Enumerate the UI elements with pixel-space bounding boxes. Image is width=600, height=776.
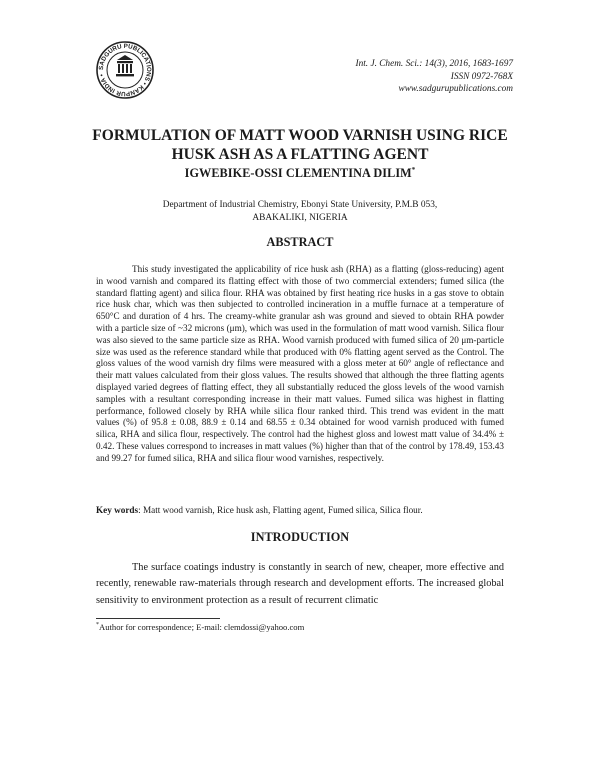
paper-title [60, 126, 540, 164]
affiliation-line-1: Department of Industrial Chemistry, Ebonyi State University, P.M.B 053, [162, 200, 438, 210]
journal-issn: ISSN 0972-768X [450, 71, 513, 82]
svg-text:SADGURU PUBLICATIONS • KANPUR [98, 43, 152, 97]
title-line-2: HUSK ASH AS A FLATTING AGENT [171, 146, 429, 163]
journal-website[interactable]: www.sadgurupublications.com [398, 84, 513, 94]
keywords [96, 505, 504, 517]
publisher-logo [95, 40, 155, 100]
publisher-seal-icon [95, 40, 155, 100]
footnote-mark: * [96, 622, 99, 629]
author-line [0, 166, 600, 181]
author-name: IGWEBIKE-OSSI CLEMENTINA DILIM [184, 166, 412, 181]
introduction-text: The surface coatings industry is constantly in search of new, cheaper, more effective and recently, renewable raw-materials through research and development efforts. The increased global sensitivity to environment protection as a result of recurrent climatic [96, 562, 504, 606]
journal-info [355, 58, 513, 96]
footnote-text: Author for correspondence; E-mail: clemdossi@yahoo.com [99, 622, 305, 632]
abstract-text: This study investigated the applicability of rice husk ash (RHA) as a flatting (gloss-reducing) agent in wood varnish and compared its flatting effect with those of two commercial extenders; fumed silica (the standard flatting agent) and silica flour. RHA was obtained by first heating rice husks in a gas stove to obtain rice husk char, which was then subjected to controlled incineration in a muffle furnace at a temperature of 650°C and duration of 4 hrs. The creamy-white granular ash was ground and sieved to obtain RHA powder with a particle size of ~32 microns (μm), which was used in the formulation of matt wood varnish. Silica flour was also sieved to the same particle size as RHA. Wood varnish produced with fumed silica of 20 μm-particle size was used as the reference standard while that produced with 0% flatting agent served as the Control. The gloss values of the wood varnish dry films were measured with a gloss meter at 60° angle of reflectance and their matt values calculated from their gloss values. The results showed that although the three flatting agents displayed varied degrees of flatting effect, they all substantially reduced the gloss levels of the wood varnish samples with a resultant corresponding increase in their matt values. Fumed silica was highest in flatting performance, followed closely by RHA while silica flour ranked third. This trend was evident in the matt values (%) of 95.8 ± 0.08, 88.9 ± 0.14 and 68.55 ± 0.34 obtained for wood varnish produced with fumed silica, RHA and silica flour, respectively. The control had the highest gloss and lowest matt value of 34.4% ± 0.42. These values correspond to increases in matt values (%) higher than that of the control by 178.49, 153.43 and 99.27 for fumed silica, RHA and silica flour wood varnishes, respectively. [96, 264, 504, 463]
affiliation [0, 199, 600, 224]
footnote-divider [96, 618, 220, 619]
abstract-heading: ABSTRACT [266, 235, 334, 249]
author-mark: * [411, 166, 416, 174]
introduction-heading: INTRODUCTION [250, 530, 350, 544]
keywords-label: Key words [96, 505, 139, 515]
journal-citation: Int. J. Chem. Sci.: 14(3), 2016, 1683-1697 [355, 59, 513, 69]
footnote [96, 622, 304, 632]
title-line-1: FORMULATION OF MATT WOOD VARNISH USING RICE [92, 127, 508, 144]
keywords-text: : Matt wood varnish, Rice husk ash, Flatting agent, Fumed silica, Silica flour. [138, 505, 423, 515]
affiliation-line-2: ABAKALIKI, NIGERIA [252, 212, 348, 223]
logo-ring-text: SADGURU PUBLICATIONS • KANPUR INDIA • [97, 42, 153, 98]
